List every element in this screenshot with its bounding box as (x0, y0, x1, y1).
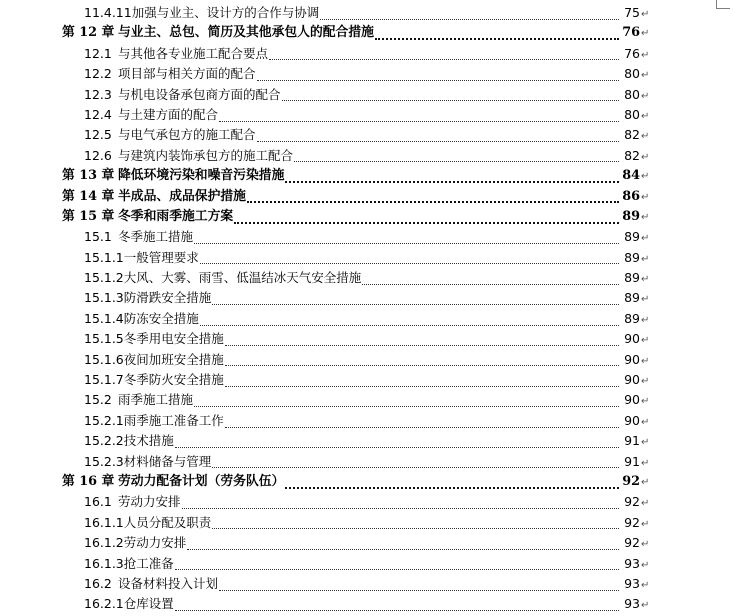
toc-entry-number: 第 12 章 (62, 25, 115, 41)
toc-entry-title: 降低环境污染和噪音污染措施 (118, 168, 285, 184)
toc-entry-page: 76 (624, 45, 640, 61)
toc-entry-title: 与机电设备承包商方面的配合 (118, 86, 281, 102)
toc-entry-title: 雨季施工准备工作 (123, 412, 224, 428)
toc-entry[interactable] (0, 288, 733, 308)
toc-entry-number: 16.1 (84, 494, 112, 510)
toc-entry-page: 80 (624, 106, 640, 122)
toc-entry[interactable] (0, 44, 733, 64)
paragraph-return-icon: ↵ (641, 49, 650, 61)
toc-entry-title: 材料储备与管理 (123, 453, 212, 469)
dot-leader (194, 406, 619, 407)
toc-entry-number: 16.1.2 (84, 535, 124, 551)
dot-leader (282, 100, 619, 101)
dot-leader (234, 222, 619, 224)
paragraph-return-icon: ↵ (641, 274, 650, 286)
paragraph-return-icon: ↵ (641, 110, 650, 122)
dot-leader (200, 263, 619, 264)
toc-entry-page: 91 (624, 433, 640, 449)
toc-entry-title: 技术措施 (123, 433, 174, 449)
dot-leader (285, 487, 619, 489)
toc-entry-title: 抢工准备 (123, 555, 174, 571)
paragraph-return-icon: ↵ (641, 335, 650, 347)
toc-entry-title: 冬季和雨季施工方案 (118, 208, 234, 224)
toc-entry-title: 与其他各专业施工配合要点 (118, 45, 269, 61)
toc-entry[interactable] (0, 472, 733, 492)
toc-entry[interactable] (0, 85, 733, 105)
toc-entry-number: 15.1.3 (84, 290, 124, 306)
paragraph-return-icon: ↵ (641, 90, 650, 102)
toc-entry-page: 90 (624, 351, 640, 367)
dot-leader (362, 284, 619, 285)
toc-entry-page: 93 (624, 596, 640, 612)
paragraph-return-icon: ↵ (641, 211, 650, 223)
paragraph-return-icon: ↵ (641, 457, 650, 469)
toc-entry-number: 15.1 (84, 229, 112, 245)
toc-entry-page: 89 (624, 310, 640, 326)
dot-leader (212, 528, 619, 529)
toc-entry-page: 89 (624, 249, 640, 265)
dot-leader (212, 304, 619, 305)
toc-entry[interactable] (0, 23, 733, 43)
toc-entry[interactable] (0, 452, 733, 472)
toc-entry[interactable] (0, 329, 733, 349)
toc-entry-number: 12.5 (84, 127, 112, 143)
toc-entry-page: 89 (624, 229, 640, 245)
toc-entry-page: 93 (624, 555, 640, 571)
toc-entry-title: 冬季防火安全措施 (123, 372, 224, 388)
dot-leader (247, 201, 619, 203)
toc-entry[interactable] (0, 533, 733, 553)
toc-entry-number: 12.1 (84, 45, 112, 61)
toc-entry-page: 92 (624, 494, 640, 510)
toc-entry-number: 15.2.1 (84, 412, 124, 428)
toc-entry-title: 夜间加班安全措施 (123, 351, 224, 367)
dot-leader (257, 80, 619, 81)
toc-entry-number: 15.1.4 (84, 310, 124, 326)
toc-entry-page: 86 (622, 188, 640, 204)
dot-leader (225, 427, 619, 428)
toc-entry[interactable] (0, 350, 733, 370)
paragraph-return-icon: ↵ (641, 579, 650, 591)
dot-leader (182, 508, 619, 509)
toc-entry-number: 11.4.11 (84, 5, 132, 20)
toc-entry-page: 82 (624, 127, 640, 143)
paragraph-return-icon: ↵ (641, 294, 650, 306)
toc-entry[interactable] (0, 207, 733, 227)
toc-entry-title: 劳动力配备计划（劳务队伍） (118, 473, 285, 489)
toc-entry-title: 设备材料投入计划 (118, 575, 219, 591)
toc-entry-number: 16.1.3 (84, 555, 124, 571)
dot-leader (294, 161, 619, 162)
toc-entry[interactable] (0, 3, 733, 23)
toc-entry-page: 90 (624, 372, 640, 388)
toc-entry-number: 15.2.2 (84, 433, 124, 449)
toc-entry-page: 76 (622, 25, 640, 41)
paragraph-return-icon: ↵ (641, 498, 650, 510)
toc-entry-number: 12.4 (84, 106, 112, 122)
dot-leader (175, 610, 619, 611)
dot-leader (212, 467, 619, 468)
toc-entry-page: 92 (622, 473, 640, 489)
toc-entry[interactable] (0, 227, 733, 247)
toc-entry-title: 劳动力安排 (118, 494, 181, 510)
toc-entry-number: 15.2.3 (84, 453, 124, 469)
toc-entry[interactable] (0, 594, 733, 614)
toc-entry-page: 90 (624, 412, 640, 428)
toc-entry-title: 半成品、成品保护措施 (118, 188, 246, 204)
dot-leader (219, 590, 619, 591)
paragraph-return-icon: ↵ (641, 253, 650, 265)
toc-entry[interactable] (0, 574, 733, 594)
dot-leader (269, 59, 619, 60)
toc-entry-number: 16.2 (84, 575, 112, 591)
dot-leader (225, 345, 619, 346)
paragraph-return-icon: ↵ (641, 396, 650, 408)
toc-entry-title: 与业主、总包、简历及其他承包人的配合措施 (118, 25, 374, 41)
toc-entry-page: 89 (622, 208, 640, 224)
toc-entry-number: 第 14 章 (62, 188, 115, 204)
toc-entry-number: 第 16 章 (62, 473, 115, 489)
toc-entry-title: 冬季用电安全措施 (123, 331, 224, 347)
paragraph-return-icon: ↵ (641, 476, 650, 488)
toc-entry-title: 大风、大雾、雨雪、低温结冰天气安全措施 (123, 270, 362, 286)
toc-entry-number: 15.1.1 (84, 249, 124, 265)
toc-entry-page: 82 (624, 147, 640, 163)
dot-leader (187, 549, 619, 550)
toc-entry-title: 加强与业主、设计方的合作与协调 (131, 5, 320, 20)
toc-entry-number: 15.1.5 (84, 331, 124, 347)
paragraph-return-icon: ↵ (641, 314, 650, 326)
paragraph-return-icon: ↵ (641, 233, 650, 245)
toc-entry-number: 第 15 章 (62, 208, 115, 224)
toc-entry-number: 12.6 (84, 147, 112, 163)
toc-entry-number: 16.2.1 (84, 596, 124, 612)
toc-entry-page: 75 (624, 5, 640, 20)
toc-entry[interactable] (0, 431, 733, 451)
toc-entry-title: 人员分配及职责 (123, 514, 212, 530)
paragraph-return-icon: ↵ (641, 131, 650, 143)
toc-entry-number: 15.1.2 (84, 270, 124, 286)
paragraph-return-icon: ↵ (641, 518, 650, 530)
toc-entry-title: 防滑跌安全措施 (123, 290, 212, 306)
toc-entry-title: 与电气承包方的施工配合 (118, 127, 256, 143)
table-of-contents (0, 3, 733, 615)
toc-entry-page: 89 (624, 270, 640, 286)
toc-entry-number: 12.2 (84, 66, 112, 82)
toc-entry-title: 一般管理要求 (123, 249, 199, 265)
toc-entry[interactable] (0, 370, 733, 390)
dot-leader (225, 365, 619, 366)
dot-leader (175, 569, 619, 570)
toc-entry-number: 15.2 (84, 392, 112, 408)
toc-entry-page: 80 (624, 86, 640, 102)
toc-entry-title: 仓库设置 (123, 596, 174, 612)
toc-entry[interactable] (0, 125, 733, 145)
toc-entry-page: 90 (624, 392, 640, 408)
paragraph-return-icon: ↵ (641, 9, 650, 20)
dot-leader (219, 121, 619, 122)
dot-leader (320, 19, 619, 20)
toc-entry-title: 与建筑内装饰承包方的施工配合 (118, 147, 294, 163)
toc-entry[interactable] (0, 166, 733, 186)
toc-entry[interactable] (0, 146, 733, 166)
toc-entry[interactable] (0, 513, 733, 533)
toc-entry-page: 90 (624, 331, 640, 347)
toc-entry[interactable] (0, 411, 733, 431)
paragraph-return-icon: ↵ (641, 28, 650, 40)
dot-leader (257, 141, 619, 142)
toc-entry[interactable] (0, 248, 733, 268)
dot-leader (375, 38, 619, 40)
toc-entry-number: 16.1.1 (84, 514, 124, 530)
paragraph-return-icon: ↵ (641, 171, 650, 183)
dot-leader (200, 325, 619, 326)
toc-entry[interactable] (0, 268, 733, 288)
toc-entry-title: 劳动力安排 (123, 535, 187, 551)
toc-entry-title: 雨季施工措施 (118, 392, 194, 408)
toc-entry-title: 冬季施工措施 (118, 229, 194, 245)
toc-entry-title: 项目部与相关方面的配合 (118, 66, 256, 82)
toc-entry-page: 84 (622, 168, 640, 184)
toc-entry-page: 92 (624, 514, 640, 530)
toc-entry[interactable] (0, 492, 733, 512)
paragraph-return-icon: ↵ (641, 559, 650, 571)
toc-entry[interactable] (0, 64, 733, 84)
paragraph-return-icon: ↵ (641, 600, 650, 612)
toc-entry-page: 89 (624, 290, 640, 306)
toc-entry[interactable] (0, 105, 733, 125)
toc-entry-page: 91 (624, 453, 640, 469)
toc-entry-title: 与土建方面的配合 (118, 106, 219, 122)
dot-leader (225, 386, 619, 387)
paragraph-return-icon: ↵ (641, 355, 650, 367)
toc-entry-number: 12.3 (84, 86, 112, 102)
dot-leader (194, 243, 619, 244)
toc-entry[interactable] (0, 309, 733, 329)
paragraph-return-icon: ↵ (641, 416, 650, 428)
dot-leader (175, 447, 619, 448)
toc-entry-number: 15.1.7 (84, 372, 124, 388)
toc-entry-page: 93 (624, 575, 640, 591)
toc-entry[interactable] (0, 187, 733, 207)
paragraph-return-icon: ↵ (641, 539, 650, 551)
toc-entry[interactable] (0, 554, 733, 574)
toc-entry-title: 防冻安全措施 (123, 310, 199, 326)
paragraph-return-icon: ↵ (641, 376, 650, 388)
paragraph-return-icon: ↵ (641, 70, 650, 82)
paragraph-return-icon: ↵ (641, 191, 650, 203)
paragraph-return-icon: ↵ (641, 437, 650, 449)
toc-entry-page: 80 (624, 66, 640, 82)
toc-entry-number: 15.1.6 (84, 351, 124, 367)
toc-entry-number: 第 13 章 (62, 168, 115, 184)
toc-entry[interactable] (0, 390, 733, 410)
paragraph-return-icon: ↵ (641, 151, 650, 163)
dot-leader (285, 181, 619, 183)
toc-entry-page: 92 (624, 535, 640, 551)
